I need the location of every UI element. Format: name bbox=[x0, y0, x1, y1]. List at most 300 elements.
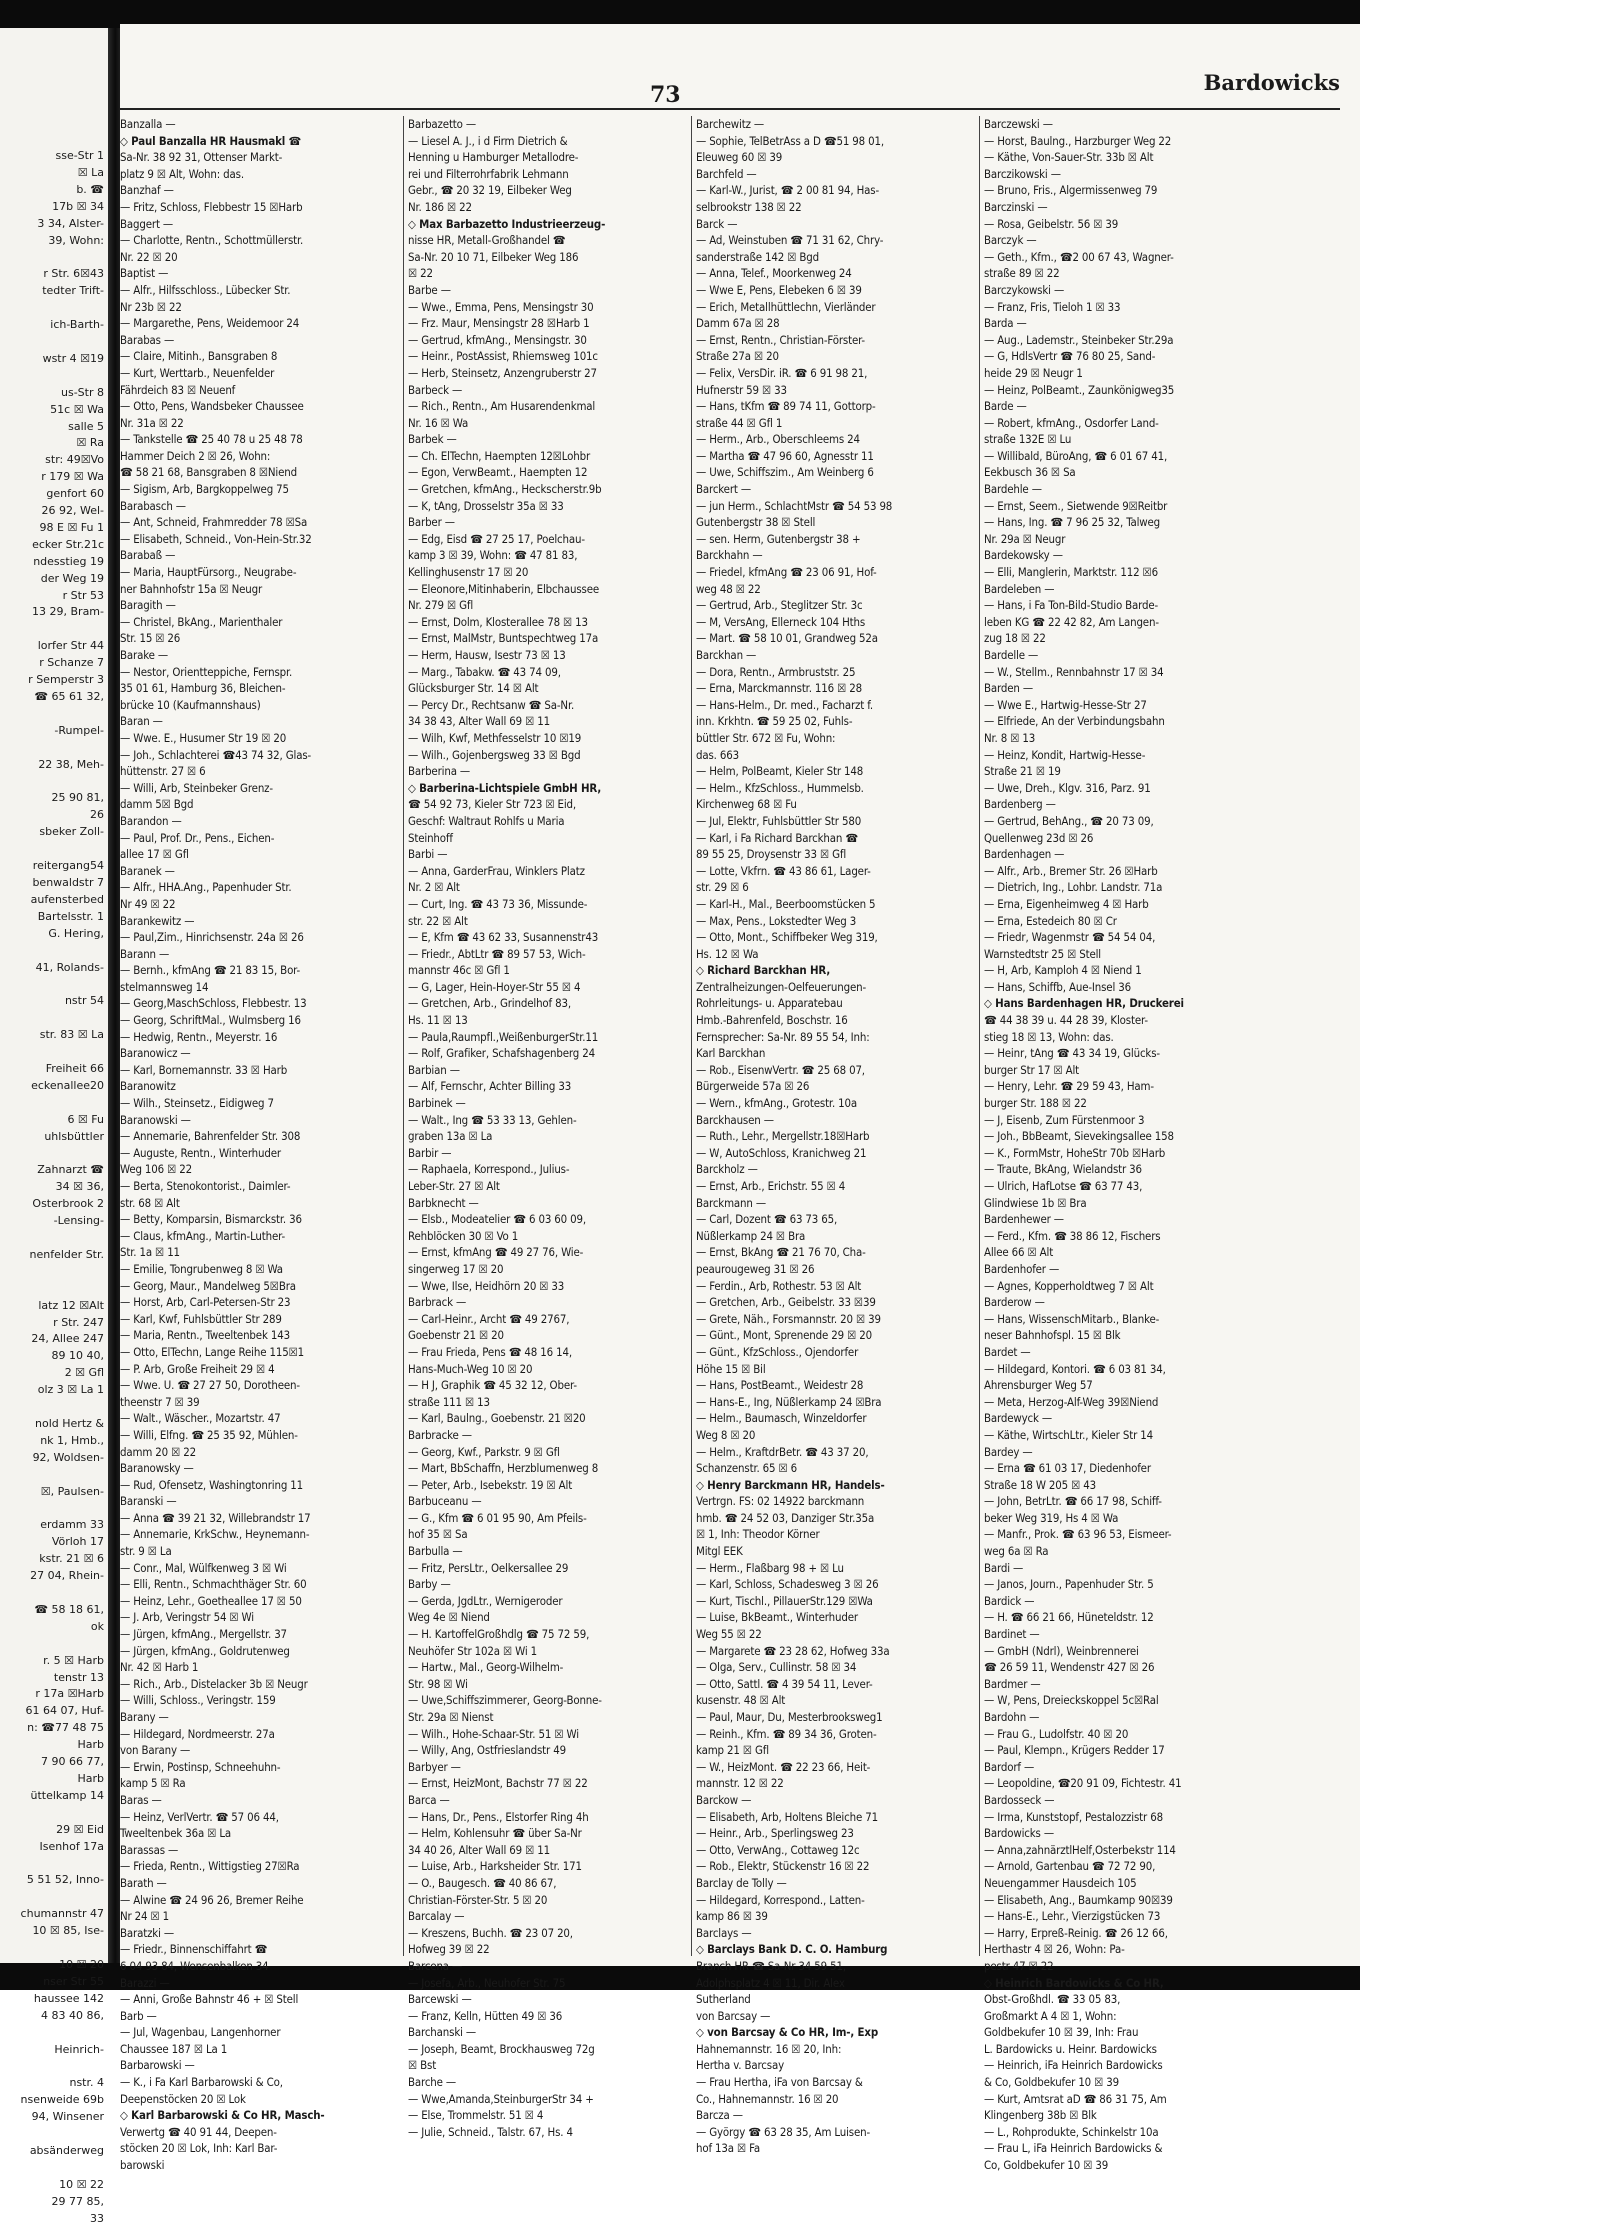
surname-heading: Barath — bbox=[120, 1875, 167, 1890]
directory-entry: — Percy Dr., Rechtsanw ☎ Sa-Nr. bbox=[408, 697, 575, 712]
directory-entry: — Helm., Baumasch, Winzeldorfer bbox=[696, 1411, 867, 1426]
surname-heading: Barcza — bbox=[696, 2108, 743, 2123]
directory-entry: weg 48 ☒ 22 bbox=[696, 581, 761, 596]
directory-entry: ☒ 22 bbox=[408, 266, 433, 281]
directory-entry: Str. 98 ☒ Wi bbox=[408, 1676, 468, 1691]
directory-entry: Nr. 42 ☒ Harb 1 bbox=[120, 1660, 199, 1675]
surname-heading: Baran — bbox=[120, 714, 163, 729]
directory-entry: — Alwine ☎ 24 96 26, Bremer Reihe bbox=[120, 1892, 304, 1907]
directory-entry: — Erich, Metallhüttlechn, Vierländer bbox=[696, 299, 876, 314]
directory-entry: — Annemarie, KrkSchw., Heynemann- bbox=[120, 1527, 310, 1542]
left-page-line: chumannstr 47 bbox=[20, 1907, 104, 1921]
directory-entry: ☎ 54 92 73, Kieler Str 723 ☒ Eid, bbox=[408, 797, 577, 812]
surname-heading: Barake — bbox=[120, 648, 168, 662]
left-page-line: benwaldstr 7 bbox=[32, 875, 104, 889]
directory-entry: Co., Hahnemannstr. 16 ☒ 20 bbox=[696, 2091, 839, 2106]
surname-heading: Barchfeld — bbox=[696, 166, 757, 181]
surname-heading: Baragith — bbox=[120, 598, 176, 613]
directory-entry: Nr. 22 ☒ 20 bbox=[120, 249, 178, 264]
directory-entry: — Julie, Schneid., Talstr. 67, Hs. 4 bbox=[408, 2124, 573, 2139]
surname-heading: Baranek — bbox=[120, 863, 175, 878]
left-page-line: 39, Wohn: bbox=[48, 233, 104, 247]
directory-entry: — Georg, Kwf., Parkstr. 9 ☒ Gfl bbox=[408, 1444, 560, 1459]
surname-heading: Barabasch — bbox=[120, 498, 186, 513]
directory-entry: Eekbusch 36 ☒ Sa bbox=[984, 465, 1076, 480]
directory-entry: Sa-Nr. 38 92 31, Ottenser Markt- bbox=[120, 150, 283, 165]
left-page-line: 6 ☒ Fu bbox=[67, 1112, 104, 1126]
left-page-line: str. 83 ☒ La bbox=[39, 1028, 104, 1042]
surname-heading: Bardey — bbox=[984, 1444, 1033, 1459]
directory-entry: — Hans-Helm., Dr. med., Facharzt f. bbox=[696, 697, 873, 712]
directory-entry: Allee 66 ☒ Alt bbox=[984, 1245, 1054, 1260]
surname-heading: Barber — bbox=[408, 515, 455, 530]
surname-heading: Bardohn — bbox=[984, 1710, 1040, 1724]
directory-entry: — Elsb., Modeatelier ☎ 6 03 60 09, bbox=[408, 1212, 586, 1227]
surname-heading: Barby — bbox=[408, 1577, 451, 1592]
directory-entry: — Rob., Elektr, Stückenstr 16 ☒ 22 bbox=[696, 1859, 870, 1874]
directory-entry: Fernsprecher: Sa-Nr. 89 55 54, Inh: bbox=[696, 1029, 870, 1044]
directory-entry: mannstr. 12 ☒ 22 bbox=[696, 1776, 784, 1791]
directory-entry: — Otto, VerwAng., Cottaweg 12c bbox=[696, 1842, 860, 1857]
directory-entry: — Hartw., Mal., Georg-Wilhelm- bbox=[408, 1660, 564, 1675]
directory-entry: — Elisabeth, Arb, Holtens Bleiche 71 bbox=[696, 1809, 878, 1824]
directory-entry: Tweeltenbek 36a ☒ La bbox=[120, 1826, 232, 1841]
firm-entry: ◇ Hans Bardenhagen HR, Druckerei bbox=[984, 996, 1184, 1011]
directory-entry: Hmb.-Bahrenfeld, Boschstr. 16 bbox=[696, 1013, 848, 1028]
surname-heading: Barbi — bbox=[408, 847, 448, 862]
left-page-line: Harb bbox=[77, 1738, 104, 1752]
directory-entry: — Heinz, Lehr., Goetheallee 17 ☒ 50 bbox=[120, 1593, 302, 1608]
directory-entry: neser Bahnhofspl. 15 ☒ Blk bbox=[984, 1328, 1121, 1343]
left-page-line: lorfer Str 44 bbox=[37, 639, 104, 653]
directory-entry: — Ernst, Arb., Erichstr. 55 ☒ 4 bbox=[696, 1179, 846, 1193]
directory-entry: Hahnemannstr. 16 ☒ 20, Inh: bbox=[696, 2041, 842, 2056]
surname-heading: Barczinski — bbox=[984, 199, 1048, 214]
directory-entry: — Paula,Raumpfl.,WeißenburgerStr.11 bbox=[408, 1029, 599, 1044]
directory-entry: kusenstr. 48 ☒ Alt bbox=[696, 1693, 786, 1708]
directory-entry: — Ernst, Rentn., Christian-Förster- bbox=[696, 332, 865, 347]
directory-entry: — Olga, Serv., Cullinstr. 58 ☒ 34 bbox=[696, 1660, 857, 1675]
surname-heading: Barde — bbox=[984, 399, 1027, 414]
directory-entry: — Ad, Weinstuben ☎ 71 31 62, Chry- bbox=[696, 233, 884, 248]
directory-entry: — M, VersAng, Ellerneck 104 Hths bbox=[696, 614, 866, 629]
directory-entry: — Eleonore,Mitinhaberin, Elbchaussee bbox=[408, 581, 600, 596]
directory-entry: — Joh., BbBeamt, Sievekingsallee 158 bbox=[984, 1129, 1174, 1144]
left-page-line: 41, Rolands- bbox=[35, 960, 104, 974]
left-page-line: ☎ 65 61 32, bbox=[34, 690, 104, 703]
directory-entry: kamp 5 ☒ Ra bbox=[120, 1776, 186, 1791]
directory-entry: — K, tAng, Drosselstr 35a ☒ 33 bbox=[408, 498, 564, 513]
directory-entry: — Heinz, VerlVertr. ☎ 57 06 44, bbox=[120, 1809, 279, 1824]
left-page-line: nstr. 4 bbox=[69, 2076, 104, 2090]
firm-entry: ◇ Barclays Bank D. C. O. Hamburg bbox=[696, 1942, 888, 1957]
surname-heading: Barcewski — bbox=[408, 1992, 472, 2007]
directory-entry: ☒ 1, Inh: Theodor Körner bbox=[696, 1527, 820, 1542]
directory-entry: Str. 15 ☒ 26 bbox=[120, 631, 181, 646]
directory-entry: sanderstraße 142 ☒ Bgd bbox=[696, 249, 819, 264]
directory-entry: Straße 21 ☒ 19 bbox=[984, 764, 1061, 779]
directory-entry: Gutenbergstr 38 ☒ Stell bbox=[696, 515, 816, 530]
directory-entry: — Friedr., Binnenschiffahrt ☎ bbox=[120, 1942, 268, 1957]
directory-entry: — H, Arb, Kamploh 4 ☒ Niend 1 bbox=[984, 963, 1142, 978]
directory-entry: Quellenweg 23d ☒ 26 bbox=[984, 830, 1094, 845]
directory-entry: mannstr 46c ☒ Gfl 1 bbox=[408, 963, 510, 978]
directory-entry: — Marg., Tabakw. ☎ 43 74 09, bbox=[408, 664, 561, 679]
directory-entry: — Wwe. U. ☎ 27 27 50, Dorotheen- bbox=[120, 1378, 300, 1393]
left-page-line bbox=[0, 1044, 104, 1061]
left-page-line: ich-Barth- bbox=[50, 318, 104, 332]
directory-entry: — Anna,zahnärztlHelf,Osterbekstr 114 bbox=[984, 1842, 1176, 1857]
surname-heading: Barckmann — bbox=[696, 1195, 766, 1210]
directory-entry: — Helm, PolBeamt, Kieler Str 148 bbox=[696, 764, 864, 779]
directory-entry: Christian-Förster-Str. 5 ☒ 20 bbox=[408, 1892, 548, 1907]
column-divider bbox=[691, 116, 692, 1956]
left-page-line: sbeker Zoll- bbox=[39, 825, 104, 839]
directory-entry: — Herm., Arb., Oberschleems 24 bbox=[696, 432, 860, 447]
directory-entry: — Franz, Kelln, Hütten 49 ☒ 36 bbox=[408, 2008, 563, 2023]
directory-entry: — Jürgen, kfmAng., Mergellstr. 37 bbox=[120, 1627, 287, 1642]
directory-entry: — Ernst, Dolm, Klosterallee 78 ☒ 13 bbox=[408, 614, 588, 629]
left-page-line: r Str. 6☒43 bbox=[43, 267, 104, 281]
column-4 bbox=[984, 116, 1340, 2173]
directory-entry: — Ernst, kfmAng ☎ 49 27 76, Wie- bbox=[408, 1245, 584, 1260]
directory-entry: — Gertrud, BehAng., ☎ 20 73 09, bbox=[984, 813, 1154, 828]
left-page-line: absänderweg bbox=[29, 2143, 104, 2157]
directory-entry: — Charlotte, Rentn., Schottmüllerstr. bbox=[120, 233, 304, 248]
directory-entry: straße 132E ☒ Lu bbox=[984, 432, 1072, 447]
directory-entry: 6 04 93 84, Wensenbalken 34 bbox=[120, 1958, 269, 1973]
directory-entry: — Otto, Pens, Wandsbeker Chaussee bbox=[120, 399, 304, 414]
column-divider bbox=[403, 116, 404, 1956]
left-page-line: eckenallee20 bbox=[31, 1078, 104, 1092]
directory-entry: Goldbekufer 10 ☒ 39, Inh: Frau bbox=[984, 2025, 1139, 2040]
directory-entry: — W., HeizMont. ☎ 22 23 66, Heit- bbox=[696, 1759, 871, 1774]
surname-heading: Barche — bbox=[408, 2075, 457, 2090]
directory-entry: Hs. 12 ☒ Wa bbox=[696, 946, 759, 961]
directory-entry: Co, Goldbekufer 10 ☒ 39 bbox=[984, 2158, 1109, 2173]
directory-entry: — Ernst, MalMstr, Buntspechtweg 17a bbox=[408, 631, 599, 646]
directory-entry: Branch HR ☎ Sa-Nr 34 59 51, bbox=[696, 1958, 846, 1973]
directory-entry: — Karl, Schloss, Schadesweg 3 ☒ 26 bbox=[696, 1577, 879, 1592]
directory-entry: — Erna, Eigenheimweg 4 ☒ Harb bbox=[984, 896, 1149, 911]
firm-entry: ◇ Heinrich Bardowicks & Co HR, bbox=[984, 1975, 1164, 1990]
surname-heading: Barbuceanu — bbox=[408, 1494, 482, 1509]
directory-entry: — Peter, Arb., Isebekstr. 19 ☒ Alt bbox=[408, 1477, 573, 1492]
directory-entry: — Jürgen, kfmAng., Goldrutenweg bbox=[120, 1643, 290, 1658]
left-page-line: r. 5 ☒ Harb bbox=[43, 1653, 104, 1667]
directory-entry: Hertha v. Barcsay bbox=[696, 2058, 784, 2073]
left-page-line: nser Str 55 bbox=[43, 1974, 104, 1988]
directory-entry: — G, HdlsVertr ☎ 76 80 25, Sand- bbox=[984, 349, 1156, 364]
directory-entry: — Hedwig, Rentn., Meyerstr. 16 bbox=[120, 1029, 278, 1044]
directory-entry: — Wilh., Hohe-Schaar-Str. 51 ☒ Wi bbox=[408, 1726, 579, 1741]
left-page-line bbox=[0, 2160, 104, 2177]
directory-entry: — Erna ☎ 61 03 17, Diedenhofer bbox=[984, 1461, 1151, 1476]
left-page-line: ok bbox=[90, 1619, 104, 1633]
directory-entry: — Arnold, Gartenbau ☎ 72 72 90, bbox=[984, 1859, 1156, 1874]
directory-entry: Warnstedtstr 25 ☒ Stell bbox=[984, 946, 1102, 961]
directory-entry: — Jul, Wagenbau, Langenhorner bbox=[120, 2025, 281, 2040]
left-page-line bbox=[0, 1264, 104, 1281]
directory-entry: — Mart. ☎ 58 10 01, Grandweg 52a bbox=[696, 631, 878, 646]
directory-entry: — Wwe. E., Husumer Str 19 ☒ 20 bbox=[120, 730, 287, 745]
left-page-line bbox=[0, 976, 104, 993]
directory-entry: — Geth., Kfm., ☎2 00 67 43, Wagner- bbox=[984, 249, 1174, 264]
directory-entry: kamp 86 ☒ 39 bbox=[696, 1909, 768, 1924]
directory-entry: — Luise, Arb., Harksheider Str. 171 bbox=[408, 1859, 582, 1874]
directory-entry: Nr 23b ☒ 22 bbox=[120, 299, 182, 314]
directory-entry: — O., Baugesch. ☎ 40 86 67, bbox=[408, 1875, 557, 1890]
directory-entry: — Emilie, Tongrubenweg 8 ☒ Wa bbox=[120, 1261, 283, 1276]
directory-entry: — Rich., Rentn., Am Husarendenkmal bbox=[408, 399, 596, 414]
directory-entry: beker Weg 319, Hs 4 ☒ Wa bbox=[984, 1510, 1119, 1525]
directory-entry: — Hans-E., Ing, Nüßlerkamp 24 ☒Bra bbox=[696, 1394, 882, 1409]
surname-heading: von Barcsay — bbox=[696, 2008, 771, 2023]
surname-heading: Baras — bbox=[120, 1792, 162, 1807]
directory-entry: — J. Arb, Veringstr 54 ☒ Wi bbox=[120, 1610, 254, 1625]
surname-heading: Bardeleben — bbox=[984, 581, 1055, 596]
header-rule bbox=[120, 108, 1340, 110]
directory-entry: Nr. 29a ☒ Neugr bbox=[984, 531, 1066, 546]
left-page-line bbox=[0, 943, 104, 960]
surname-heading: Barbracke — bbox=[408, 1427, 472, 1442]
surname-heading: Barckert — bbox=[696, 482, 751, 497]
directory-entry: — Nestor, Orientteppiche, Fernspr. bbox=[120, 664, 293, 679]
directory-entry: stieg 18 ☒ 13, Wohn: das. bbox=[984, 1029, 1114, 1044]
directory-entry: — Kurt, Amtsrat aD ☎ 86 31 75, Am bbox=[984, 2091, 1167, 2106]
directory-entry: Herthastr 4 ☒ 26, Wohn: Pa- bbox=[984, 1942, 1125, 1957]
directory-entry: — Alfr., Arb., Bremer Str. 26 ☒Harb bbox=[984, 863, 1158, 878]
directory-entry: — Kreszens, Buchh. ☎ 23 07 20, bbox=[408, 1925, 573, 1940]
directory-entry: — Curt, Ing. ☎ 43 73 36, Missunde- bbox=[408, 896, 588, 911]
left-page-line: 33 bbox=[90, 2211, 104, 2225]
directory-entry: — Edg, Eisd ☎ 27 25 17, Poelchau- bbox=[408, 531, 585, 546]
directory-entry: — John, BetrLtr. ☎ 66 17 98, Schiff- bbox=[984, 1494, 1162, 1509]
directory-entry: — Willi, Elfng. ☎ 25 35 92, Mühlen- bbox=[120, 1427, 298, 1442]
firm-entry: ◇ Max Barbazetto Industrieerzeug- bbox=[408, 216, 606, 231]
left-page-text bbox=[0, 148, 104, 2227]
surname-heading: Bardenhewer — bbox=[984, 1212, 1064, 1227]
surname-heading: Barcena — bbox=[408, 1958, 463, 1973]
directory-entry: ☎ 26 59 11, Wendenstr 427 ☒ 26 bbox=[984, 1660, 1155, 1675]
surname-heading: Barczewski — bbox=[984, 117, 1053, 131]
directory-entry: das. 663 bbox=[696, 747, 739, 762]
directory-entry: Glindwiese 1b ☒ Bra bbox=[984, 1195, 1087, 1210]
directory-entry: — Gretchen, Arb., Grindelhof 83, bbox=[408, 996, 571, 1011]
left-page-line: n: ☎77 48 75 bbox=[27, 1721, 104, 1735]
directory-entry: Hans-Much-Weg 10 ☒ 20 bbox=[408, 1361, 533, 1376]
directory-entry: — Hildegard, Nordmeerstr. 27a bbox=[120, 1726, 275, 1741]
directory-entry: — Hans, WissenschMitarb., Blanke- bbox=[984, 1311, 1160, 1326]
surname-heading: Baranowicz — bbox=[120, 1046, 191, 1061]
directory-entry: — Heinz, PolBeamt., Zaunkönigweg35 bbox=[984, 382, 1175, 397]
directory-entry: stelmannsweg 14 bbox=[120, 979, 209, 994]
left-page-line bbox=[0, 1889, 104, 1906]
directory-entry: — Hildegard, Korrespond., Latten- bbox=[696, 1892, 865, 1907]
directory-entry: — Ch. ElTechn, Haempten 12☒Lohbr bbox=[408, 448, 591, 463]
directory-entry: — Paul, Klempn., Krügers Redder 17 bbox=[984, 1743, 1165, 1758]
directory-entry: weg 6a ☒ Ra bbox=[984, 1544, 1049, 1559]
left-page-line bbox=[0, 1145, 104, 1162]
directory-entry: — Meta, Herzog-Alf-Weg 39☒Niend bbox=[984, 1394, 1159, 1409]
directory-entry: — Traute, BkAng, Wielandstr 36 bbox=[984, 1162, 1142, 1177]
directory-entry: 34 38 43, Alter Wall 69 ☒ 11 bbox=[408, 714, 550, 729]
directory-entry: Mitgl EEK bbox=[696, 1544, 743, 1559]
directory-entry: — Herm., Flaßbarg 98 + ☒ Lu bbox=[696, 1560, 844, 1575]
directory-entry: — Grete, Näh., Forsmannstr. 20 ☒ 39 bbox=[696, 1311, 881, 1326]
directory-entry: singerweg 17 ☒ 20 bbox=[408, 1261, 504, 1276]
directory-entry: Nr. 16 ☒ Wa bbox=[408, 415, 469, 430]
surname-heading: Barckholz — bbox=[696, 1162, 758, 1177]
directory-entry: — Horst, Arb, Carl-Petersen-Str 23 bbox=[120, 1295, 291, 1310]
left-page-line: uhlsbüttler bbox=[44, 1129, 104, 1143]
surname-heading: Barderow — bbox=[984, 1295, 1045, 1310]
left-page-line: r 179 ☒ Wa bbox=[41, 470, 104, 484]
directory-entry: — Sophie, TelBetrAss a D ☎51 98 01, bbox=[696, 133, 884, 148]
left-page-line: r Semperstr 3 bbox=[28, 673, 104, 687]
directory-entry: Sutherland bbox=[696, 1992, 751, 2007]
left-page-line: str: 49☒Vo bbox=[45, 453, 104, 467]
directory-entry: — Margarete ☎ 23 28 62, Hofweg 33a bbox=[696, 1643, 890, 1658]
directory-entry: — G, Lager, Hein-Hoyer-Str 55 ☒ 4 bbox=[408, 979, 581, 994]
left-page-line bbox=[0, 2025, 104, 2042]
left-page-line: reitergang54 bbox=[32, 859, 104, 873]
surname-heading: Barbarowski — bbox=[120, 2058, 195, 2073]
directory-entry: Weg 4e ☒ Niend bbox=[408, 1610, 490, 1625]
directory-entry: — Günt., KfzSchloss., Ojendorfer bbox=[696, 1344, 859, 1359]
surname-heading: Barandon — bbox=[120, 813, 182, 828]
directory-entry: — Bruno, Fris., Algermissenweg 79 bbox=[984, 183, 1158, 198]
directory-entry: — Joseph, Beamt, Brockhausweg 72g bbox=[408, 2041, 595, 2056]
directory-entry: — Rolf, Grafiker, Schafshagenberg 24 bbox=[408, 1046, 595, 1061]
left-page-line: ☒, Paulsen- bbox=[40, 1484, 104, 1498]
surname-heading: Barcalay — bbox=[408, 1909, 465, 1924]
directory-entry: kamp 3 ☒ 39, Wohn: ☎ 47 81 83, bbox=[408, 548, 578, 563]
directory-entry: — K., i Fa Karl Barbarowski & Co, bbox=[120, 2075, 283, 2090]
surname-heading: von Barany — bbox=[120, 1743, 191, 1758]
directory-entry: Nüßlerkamp 24 ☒ Bra bbox=[696, 1228, 806, 1243]
directory-entry: graben 13a ☒ La bbox=[408, 1129, 493, 1144]
left-page-line bbox=[0, 1230, 104, 1247]
directory-entry: Straße 18 W 205 ☒ 43 bbox=[984, 1477, 1096, 1492]
directory-entry: — Carl-Heinr., Archt ☎ 49 2767, bbox=[408, 1311, 570, 1326]
directory-entry: — Karl-H., Mal., Beerboomstücken 5 bbox=[696, 896, 876, 911]
directory-entry: — Paul, Maur, Du, Mesterbrooksweg1 bbox=[696, 1710, 883, 1724]
directory-entry: damm 5☒ Bgd bbox=[120, 797, 194, 812]
directory-entry: — Elfriede, An der Verbindungsbahn bbox=[984, 714, 1165, 729]
directory-entry: Weg 55 ☒ 22 bbox=[696, 1627, 762, 1642]
directory-entry: — Hildegard, Kontori. ☎ 6 03 81 34, bbox=[984, 1361, 1166, 1376]
left-page-line: ecker Str.21c bbox=[32, 537, 104, 551]
directory-entry: ner Bahnhofstr 15a ☒ Neugr bbox=[120, 581, 263, 596]
directory-entry: — Claus, kfmAng., Martin-Luther- bbox=[120, 1228, 286, 1243]
surname-heading: Baranski — bbox=[120, 1494, 177, 1509]
surname-heading: Bardi — bbox=[984, 1560, 1024, 1575]
directory-entry: — Herm, Hausw, Isestr 73 ☒ 13 bbox=[408, 648, 566, 662]
left-page-line: ☒ Ra bbox=[76, 436, 104, 450]
directory-entry: Nr. 186 ☒ 22 bbox=[408, 199, 472, 214]
directory-entry: — Hans, Dr., Pens., Elstorfer Ring 4h bbox=[408, 1809, 589, 1824]
left-page-line: 22 38, Meh- bbox=[38, 757, 104, 771]
directory-entry: — Frau L, iFa Heinrich Bardowicks & bbox=[984, 2141, 1163, 2156]
directory-entry: — W., Stellm., Rennbahnstr 17 ☒ 34 bbox=[984, 664, 1164, 679]
left-page-line: olz 3 ☒ La 1 bbox=[37, 1383, 104, 1397]
left-page-line: 29 77 85, bbox=[51, 2194, 104, 2208]
left-page-line: kstr. 21 ☒ 6 bbox=[39, 1552, 104, 1566]
surname-heading: Baranowsky — bbox=[120, 1461, 194, 1476]
directory-entry: — Hans, tKfm ☎ 89 74 11, Gottorp- bbox=[696, 399, 876, 414]
directory-entry: — Helm., KfzSchloss., Hummelsb. bbox=[696, 780, 864, 795]
directory-entry: rei und Filterrohrfabrik Lehmann bbox=[408, 166, 569, 181]
directory-entry: — Wilh., Steinsetz., Eidigweg 7 bbox=[120, 1096, 274, 1111]
surname-heading: Baranowitz bbox=[120, 1079, 176, 1094]
directory-entry: 35 01 61, Hamburg 36, Bleichen- bbox=[120, 681, 286, 696]
surname-heading: Barb — bbox=[120, 2008, 157, 2023]
left-page-line: aufensterbed bbox=[30, 892, 104, 906]
directory-entry: — Elli, Manglerin, Marktstr. 112 ☒6 bbox=[984, 565, 1158, 580]
surname-heading: Bardenberg — bbox=[984, 797, 1056, 812]
directory-entry: — Rob., EisenwVertr. ☎ 25 68 07, bbox=[696, 1062, 865, 1077]
directory-entry: 89 55 25, Droysenstr 33 ☒ Gfl bbox=[696, 847, 847, 862]
directory-entry: — Anna ☎ 39 21 32, Willebrandstr 17 bbox=[120, 1510, 311, 1525]
directory-entry: — Tankstelle ☎ 25 40 78 u 25 48 78 bbox=[120, 432, 303, 447]
left-page-line: tenstr 13 bbox=[53, 1670, 104, 1684]
left-page-line: der Weg 19 bbox=[40, 571, 104, 585]
left-page-line: 94, Winsener bbox=[31, 2110, 104, 2124]
directory-entry: hof 13a ☒ Fa bbox=[696, 2141, 760, 2156]
directory-entry: — Dietrich, Ing., Lohbr. Landstr. 71a bbox=[984, 880, 1163, 895]
directory-entry: barowski bbox=[120, 2158, 165, 2173]
left-page-line bbox=[0, 841, 104, 858]
left-page-line: wstr 4 ☒19 bbox=[42, 351, 104, 365]
directory-entry: allee 17 ☒ Gfl bbox=[120, 847, 189, 862]
running-head: Bardowicks bbox=[1203, 70, 1340, 95]
directory-entry: Hufnerstr 59 ☒ 33 bbox=[696, 382, 787, 397]
directory-entry: Rohrleitungs- u. Apparatebau bbox=[696, 996, 843, 1011]
surname-heading: Barck — bbox=[696, 216, 738, 231]
directory-entry: — H. ☎ 66 21 66, Hüneteldstr. 12 bbox=[984, 1610, 1154, 1625]
directory-entry: hüttenstr. 27 ☒ 6 bbox=[120, 764, 206, 779]
directory-entry: — G., Kfm ☎ 6 01 95 90, Am Pfeils- bbox=[408, 1510, 587, 1525]
directory-entry: heide 29 ☒ Neugr 1 bbox=[984, 365, 1083, 380]
directory-entry: — Walt., Wäscher., Mozartstr. 47 bbox=[120, 1411, 281, 1426]
surname-heading: Barbeck — bbox=[408, 382, 463, 397]
directory-entry: — Heinr, tAng ☎ 43 34 19, Glücks- bbox=[984, 1046, 1160, 1061]
directory-entry: — Gerda, JgdLtr., Wernigeroder bbox=[408, 1593, 563, 1608]
directory-entry: — Else, Trommelstr. 51 ☒ 4 bbox=[408, 2108, 544, 2123]
directory-entry: — Ant, Schneid, Frahmredder 78 ☒Sa bbox=[120, 515, 308, 530]
left-page-line: 17b ☒ 34 bbox=[52, 199, 104, 213]
directory-entry: L. Bardowicks u. Heinr. Bardowicks bbox=[984, 2041, 1157, 2056]
directory-entry: — Kurt, Werttarb., Neuenfelder bbox=[120, 365, 275, 380]
directory-entry: — Henry, Lehr. ☎ 29 59 43, Ham- bbox=[984, 1079, 1154, 1094]
directory-entry: — Elisabeth, Ang., Baumkamp 90☒39 bbox=[984, 1892, 1173, 1907]
directory-entry: — Helm, Kohlensuhr ☎ über Sa-Nr bbox=[408, 1826, 582, 1841]
directory-entry: Neuengammer Hausdeich 105 bbox=[984, 1875, 1137, 1890]
directory-entry: Straße 27a ☒ 20 bbox=[696, 349, 779, 364]
left-page-line: 4 83 40 86, bbox=[41, 2008, 104, 2022]
directory-entry: — Hans, Schiffb, Aue-Insel 36 bbox=[984, 979, 1132, 994]
directory-entry: — Wwe E, Pens, Elebeken 6 ☒ 39 bbox=[696, 282, 862, 297]
directory-entry: hmb. ☎ 24 52 03, Danziger Str.35a bbox=[696, 1510, 875, 1525]
directory-entry: Neuhöfer Str 102a ☒ Wi 1 bbox=[408, 1643, 538, 1658]
left-page-line bbox=[0, 706, 104, 723]
surname-heading: Barczikowski — bbox=[984, 166, 1061, 181]
directory-entry: — Georg,MaschSchloss, Flebbestr. 13 bbox=[120, 996, 307, 1011]
left-page-line bbox=[0, 1010, 104, 1027]
directory-entry: — Kurt, Tischl., PillauerStr.129 ☒Wa bbox=[696, 1593, 873, 1608]
left-page-line: 34 ☒ 36, bbox=[55, 1180, 104, 1194]
